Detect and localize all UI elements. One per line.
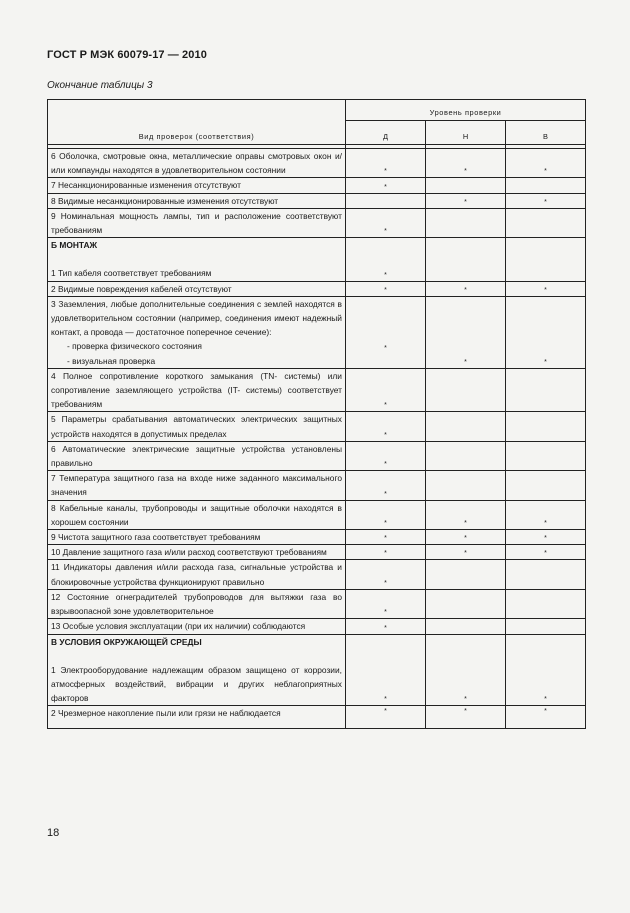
level-mark-v [506, 296, 586, 368]
check-description: 7 Несанкционированные изменения отсутствуют [48, 178, 346, 193]
table-row [48, 178, 586, 193]
level-mark-n [426, 471, 506, 500]
level-mark-v [506, 471, 586, 500]
grounding-cell [48, 296, 346, 368]
level-mark-d: * [346, 560, 426, 589]
mark-physical [429, 343, 502, 357]
check-description: 7 Температура защитного газа на входе ниже заданного максимального значения [48, 471, 346, 500]
level-mark-n [426, 412, 506, 441]
level-mark-n [426, 441, 506, 470]
table-row [48, 500, 586, 529]
level-mark-d: * [346, 471, 426, 500]
section-title-v: В УСЛОВИЯ ОКРУЖАЮЩЕЙ СРЕДЫ [51, 636, 202, 647]
level-mark-n: * [426, 149, 506, 178]
column-header-check-type: Вид проверок (соответствия) [48, 100, 346, 145]
level-mark-d: * [346, 208, 426, 237]
section-b-cell [48, 238, 346, 281]
level-mark-d: * [346, 545, 426, 560]
level-mark-v [506, 178, 586, 193]
level-mark-d: * [346, 530, 426, 545]
level-mark-n [426, 560, 506, 589]
level-mark-d: * [346, 589, 426, 618]
level-mark-d: * [346, 238, 426, 281]
table-row [48, 471, 586, 500]
level-mark-n: * [426, 193, 506, 208]
level-mark-v [506, 589, 586, 618]
mark-physical: * [384, 344, 387, 352]
level-mark-v [506, 368, 586, 412]
table-row [48, 634, 586, 706]
level-mark-d: * [346, 441, 426, 470]
level-mark-d: * [346, 149, 426, 178]
table-row [48, 296, 586, 368]
mark-visual [349, 354, 422, 368]
check-description: 5 Параметры срабатывания автоматических электрических защитных устройств находятся в допустимых пределах [48, 412, 346, 441]
mark-visual: * [464, 358, 467, 366]
level-mark-v: * [506, 281, 586, 296]
inspection-table [47, 99, 586, 729]
level-header-d: Д [346, 121, 426, 145]
level-mark-d: * [346, 500, 426, 529]
level-mark-v: * [506, 193, 586, 208]
table-row [48, 530, 586, 545]
level-mark-n: * [426, 500, 506, 529]
check-description: 3 Заземления, любые дополнительные соединения с землей находятся в удовлетворительном состоянии (например, соединения имеют надежный контакт, а провода — достаточное поперечное сечение): [51, 298, 342, 338]
table-caption: Окончание таблицы 3 [47, 80, 153, 91]
check-description: 11 Индикаторы давления и/или расхода газа, сигнальные устройства и блокировочные устройства функционируют правильно [48, 560, 346, 589]
level-mark-v [506, 441, 586, 470]
check-description: 2 Чрезмерное накопление пыли или грязи не наблюдается [48, 706, 346, 729]
document-header: ГОСТ Р МЭК 60079-17 — 2010 [47, 49, 207, 61]
check-description: 9 Номинальная мощность лампы, тип и расположение соответствуют требованиям [48, 208, 346, 237]
level-mark-v: * [506, 500, 586, 529]
table-row [48, 412, 586, 441]
table-row [48, 441, 586, 470]
level-mark-d: * [346, 706, 426, 729]
sub-item-physical: - проверка физического состояния [67, 341, 202, 352]
table-row [48, 589, 586, 618]
level-header-n: Н [426, 121, 506, 145]
level-mark-v [506, 619, 586, 634]
section-spacer [51, 252, 342, 266]
level-mark-n [426, 589, 506, 618]
check-description: 8 Кабельные каналы, трубопроводы и защитные оболочки находятся в хорошем состоянии [48, 500, 346, 529]
table-row [48, 368, 586, 412]
level-mark-n [426, 208, 506, 237]
level-mark-d [346, 193, 426, 208]
section-title-b: Б МОНТАЖ [51, 240, 98, 251]
table-row [48, 193, 586, 208]
level-mark-n: * [426, 634, 506, 706]
table-row [48, 545, 586, 560]
level-mark-d: * [346, 368, 426, 412]
check-description: 6 Автоматические электрические защитные устройства установлены правильно [48, 441, 346, 470]
check-description: 1 Тип кабеля соответствует требованиям [51, 268, 212, 279]
level-mark-n [426, 178, 506, 193]
level-header-v: В [506, 121, 586, 145]
level-mark-v: * [506, 149, 586, 178]
level-mark-n [426, 296, 506, 368]
level-mark-d [346, 296, 426, 368]
level-mark-n: * [426, 706, 506, 729]
check-description: 2 Видимые повреждения кабелей отсутствуют [48, 281, 346, 296]
level-mark-v [506, 560, 586, 589]
level-mark-n [426, 238, 506, 281]
table-row [48, 208, 586, 237]
level-mark-d: * [346, 634, 426, 706]
table-row [48, 706, 586, 729]
level-mark-d: * [346, 412, 426, 441]
level-mark-v [506, 238, 586, 281]
column-header-level: Уровень проверки [346, 100, 586, 121]
level-mark-v: * [506, 634, 586, 706]
level-mark-d: * [346, 178, 426, 193]
check-description: 4 Полное сопротивление короткого замыкания (TN- системы) или сопротивление заземляющего устройства (IT- системы) соответствует требованиям [48, 368, 346, 412]
table-row [48, 619, 586, 634]
level-mark-n [426, 368, 506, 412]
section-spacer [51, 649, 342, 663]
table-row [48, 560, 586, 589]
check-description: 10 Давление защитного газа и/или расход соответствуют требованиям [48, 545, 346, 560]
level-mark-v: * [506, 530, 586, 545]
table-row [48, 281, 586, 296]
check-description: 6 Оболочка, смотровые окна, металлические оправы смотровых окон и/или компаунды находятся в удовлетворительном состоянии [48, 149, 346, 178]
level-mark-d: * [346, 619, 426, 634]
level-mark-d: * [346, 281, 426, 296]
level-mark-n [426, 619, 506, 634]
table-row [48, 238, 586, 281]
check-description: 9 Чистота защитного газа соответствует требованиям [48, 530, 346, 545]
level-mark-n: * [426, 281, 506, 296]
level-mark-v [506, 208, 586, 237]
level-mark-n: * [426, 530, 506, 545]
section-v-cell [48, 634, 346, 706]
table-row [48, 149, 586, 178]
check-description: 12 Состояние огнеградителей трубопроводов для вытяжки газа во взрывоопасной зоне удовлетворительное [48, 589, 346, 618]
check-description: 8 Видимые несанкционированные изменения отсутствуют [48, 193, 346, 208]
sub-item-visual: - визуальная проверка [67, 355, 156, 366]
level-mark-n: * [426, 545, 506, 560]
level-mark-v: * [506, 706, 586, 729]
mark-physical [509, 343, 582, 357]
page-number: 18 [47, 827, 60, 839]
check-description: 1 Электрооборудование надлежащим образом защищено от коррозии, атмосферных воздействий, вибрации и других неблагоприятных факторов [51, 664, 342, 704]
check-description: 13 Особые условия эксплуатации (при их наличии) соблюдаются [48, 619, 346, 634]
mark-visual: * [544, 358, 547, 366]
level-mark-v: * [506, 545, 586, 560]
level-mark-v [506, 412, 586, 441]
